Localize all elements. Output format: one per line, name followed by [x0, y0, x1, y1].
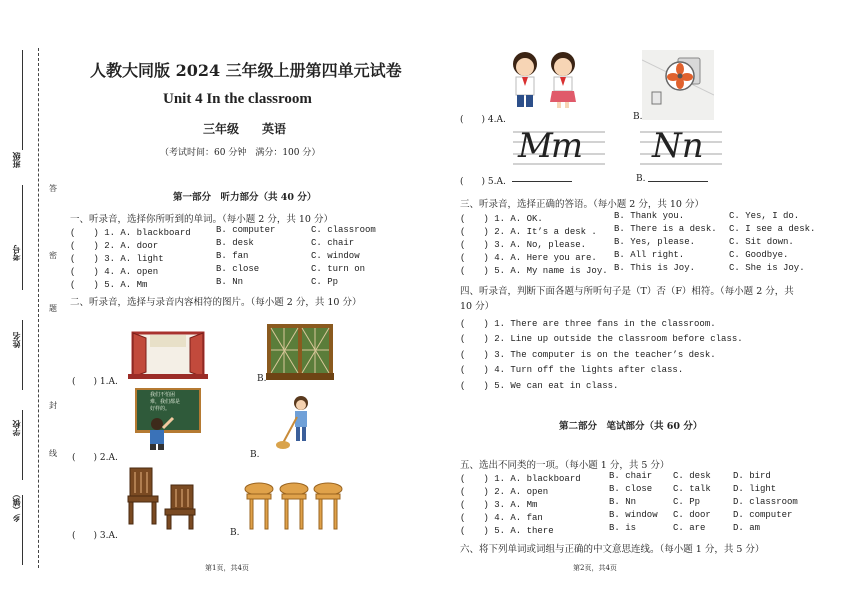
side-label-class: 班级 — [11, 152, 21, 168]
section1-heading: 一、听录音，选择你所听到的单词。（每小题 2 分，共 10 分） — [70, 214, 333, 225]
side-label-township: 乡（镇） — [11, 490, 21, 522]
name-blank-line — [22, 320, 23, 390]
s2-q5-a-line — [512, 181, 572, 182]
s2-q2-label: ( ) 2.A. — [72, 453, 118, 463]
s2-q5-b-line — [648, 181, 708, 182]
s4-row-2: ( ) 2. Line up outside the classroom before class. — [460, 334, 743, 344]
footer-page-1: 第1页，共4页 — [205, 564, 249, 572]
s3-row-5: ( ) 5. A. My name is Joy. B. This is Joy. C. She is Joy. — [460, 263, 805, 276]
grade-label: 三年级 — [203, 122, 240, 136]
s1-row-1: ( ) 1. A. blackboard B. computer C. classroom — [70, 225, 376, 238]
s2-q2-b-label: B. — [250, 450, 260, 460]
s5-row-3: ( ) 3. A. Mm B. Nn C. Pp D. classroom — [460, 497, 798, 510]
section3-heading: 三、听录音，选择正确的答语。（每小题 2 分，共 10 分） — [460, 199, 704, 210]
side-mark-mi: 密 — [49, 251, 57, 260]
s5-row-4: ( ) 4. A. fan B. window C. door D. computer — [460, 510, 793, 523]
s3-row-2: ( ) 2. A. It’s a desk . B. There is a desk. C. I see a desk. — [460, 224, 816, 237]
s2-q5-b-label: B. — [636, 174, 646, 184]
s4-row-3: ( ) 3. The computer is on the teacher’s desk. — [460, 350, 716, 360]
s5-row-2: ( ) 2. A. open B. close C. talk D. light — [460, 484, 777, 497]
s3-row-4: ( ) 4. A. Here you are. B. All right. C. Goodbye. — [460, 250, 789, 263]
closed-window-image — [266, 323, 334, 380]
letter-card-a-text: Mm — [518, 126, 582, 166]
s2-q3-b-label: B. — [230, 528, 240, 538]
sweeping-boy-image — [275, 393, 315, 453]
s2-q1-b-label: B. — [257, 374, 267, 384]
s4-row-5: ( ) 5. We can eat in class. — [460, 381, 619, 391]
township-blank-line — [22, 495, 23, 565]
stools-image-b — [242, 480, 344, 532]
unit-title: Unit 4 In the classroom — [163, 91, 312, 107]
exam-number-blank-line — [22, 185, 23, 290]
s3-row-3: ( ) 3. A. No, please. B. Yes, please. C. Sit down. — [460, 237, 794, 250]
page-title: 人教大同版 2024 三年级上册第四单元试卷 — [90, 61, 402, 80]
footer-page-2: 第2页，共4页 — [573, 564, 617, 572]
side-mark-da: 答 — [49, 184, 57, 193]
class-blank-line — [22, 50, 23, 150]
section6-heading: 六、将下列单词或词组与正确的中文意思连线。（每小题 1 分，共 5 分） — [460, 544, 765, 555]
s5-row-1: ( ) 1. A. blackboard B. chair C. desk D. bird — [460, 471, 771, 484]
s4-row-1: ( ) 1. There are three fans in the classroom. — [460, 319, 716, 329]
s1-row-4: ( ) 4. A. open B. close C. turn on — [70, 264, 366, 277]
section4-heading-line2: 10 分） — [460, 301, 495, 312]
exam-info: （考试时间：60 分钟 满分：100 分） — [160, 148, 321, 158]
subject-label: 英语 — [262, 122, 287, 136]
part1-title: 第一部分 听力部分（共 40 分） — [173, 192, 317, 203]
s1-row-3: ( ) 3. A. light B. fan C. window — [70, 251, 360, 264]
s4-row-4: ( ) 4. Turn off the lights after class. — [460, 365, 684, 375]
wall-fan-image — [642, 50, 714, 120]
s2-q5-label: ( ) 5.A. — [460, 177, 506, 187]
s1-row-2: ( ) 2. A. door B. desk C. chair — [70, 238, 355, 251]
blackboard-writing: 我们不怕困 难，我们都是 好样的。 — [150, 392, 181, 412]
chairs-image-a — [125, 465, 200, 530]
s2-q1-label: ( ) 1.A. — [72, 377, 118, 387]
part2-title: 第二部分 笔试部分（共 60 分） — [559, 421, 703, 432]
side-label-name: 姓名 — [11, 332, 21, 348]
s1-row-5: ( ) 5. A. Mm B. Nn C. Pp — [70, 277, 339, 290]
s3-row-1: ( ) 1. A. OK. B. Thank you. C. Yes, I do. — [460, 211, 800, 224]
binding-dashed-line — [38, 48, 39, 568]
section4-heading-line1: 四、听录音，判断下面各题与所听句子是（T）否（F）相符。（每小题 2 分，共 — [460, 286, 794, 297]
side-mark-ti: 题 — [49, 304, 57, 313]
s5-row-5: ( ) 5. A. there B. is C. are D. am — [460, 523, 761, 536]
section2-heading: 二、听录音，选择与录音内容相符的图片。（每小题 2 分，共 10 分） — [70, 297, 362, 308]
s2-q3-label: ( ) 3.A. — [72, 531, 118, 541]
open-window-image — [128, 330, 208, 380]
boy-girl-image — [505, 50, 585, 110]
side-label-exam-number: 考号 — [11, 245, 21, 261]
section5-heading: 五、选出不同类的一项。（每小题 1 分，共 5 分） — [460, 460, 670, 471]
s2-q4-b-label: B. — [633, 112, 643, 122]
side-mark-xian: 线 — [49, 449, 57, 458]
s2-q4-label: ( ) 4.A. — [460, 115, 506, 125]
school-blank-line — [22, 410, 23, 480]
side-mark-feng: 封 — [49, 401, 57, 410]
side-label-school: 学校 — [11, 420, 21, 436]
letter-card-b-text: Nn — [652, 126, 704, 166]
